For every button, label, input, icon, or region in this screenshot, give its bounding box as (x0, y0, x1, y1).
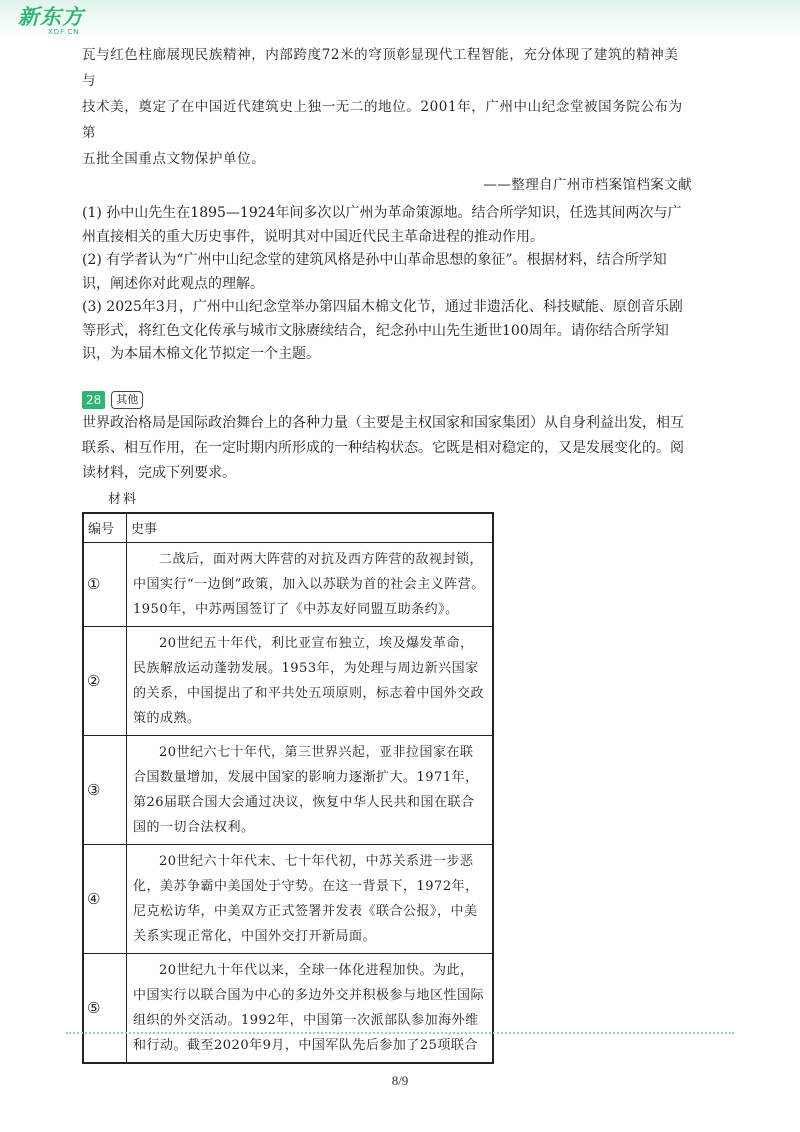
table-row (83, 626, 493, 735)
row-number: ② (83, 626, 127, 735)
passage-source: ——整理自广州市档案馆档案文献 (483, 177, 692, 193)
history-table (82, 512, 494, 1064)
page-number: 8/9 (391, 1073, 409, 1088)
header-number: 编号 (83, 513, 127, 543)
row-number: ③ (83, 735, 127, 844)
table-row (83, 844, 493, 953)
logo (18, 6, 84, 36)
question-3: (3) 2025年3月，广州中山纪念堂举办第四届木棉文化节，通过非遗活化、科技赋能、原创音乐剧等形式，将红色文化传承与城市文脉赓续结合，纪念孙中山先生逝世100周年。请你结合所学知识，为本届木棉文化节拟定一个主题。 (82, 299, 683, 362)
question-28-header (82, 389, 692, 411)
row-number: ④ (83, 844, 127, 953)
row-text: 20世纪六十年代末、七十年代初，中苏关系进一步恶化，美苏争霸中美国处于守势。在这一背景下，1972年，尼克松访华，中美双方正式签署并发表《联合公报》，中美关系实现正常化，中国外交打开新局面。 (127, 844, 494, 953)
table-row (83, 542, 493, 626)
row-number: ⑤ (83, 953, 127, 1063)
question-2: (2) 有学者认为“广州中山纪念堂的建筑风格是孙中山革命思想的象征”。根据材料，结合所学知识，阐述你对此观点的理解。 (82, 252, 667, 292)
table-clip (82, 512, 692, 1068)
table-header-row (83, 513, 493, 543)
page-content (82, 42, 692, 1068)
table-row (83, 953, 493, 1063)
passage-line-2: 技术美，奠定了在中国近代建筑史上独一无二的地位。2001年，广州中山纪念堂被国务院公布为第 (82, 99, 683, 141)
row-text: 20世纪六七十年代，第三世界兴起，亚非拉国家在联合国数量增加，发展中国家的影响力逐渐扩大。1971年，第26届联合国大会通过决议，恢复中华人民共和国在联合国的一切合法权利。 (127, 735, 494, 844)
logo-text: 新东方 (18, 5, 84, 29)
passage-line-3: 五批全国重点文物保护单位。 (82, 151, 266, 167)
question-number-badge: 28 (82, 391, 105, 409)
row-text: 20世纪五十年代，利比亚宣布独立，埃及爆发革命，民族解放运动蓬勃发展。1953年，为处理与周边新兴国家的关系，中国提出了和平共处五项原则，标志着中国外交政策的成熟。 (127, 626, 494, 735)
row-text: 20世纪九十年代以来，全球一体化进程加快。为此，中国实行以联合国为中心的多边外交并积极参与地区性国际组织的外交活动。1992年，中国第一次派部队参加海外维和行动。截至2020年9月，中国军队先后参加了25项联合 (127, 953, 494, 1063)
logo-domain: XDF.CN (48, 28, 80, 36)
material-title: 材料 (108, 491, 139, 507)
table-row (83, 735, 493, 844)
header-band (0, 0, 800, 40)
passage-line-1: 瓦与红色柱廊展现民族精神，内部跨度72米的穹顶彰显现代工程智能，充分体现了建筑的精神美与 (82, 47, 679, 89)
footer-divider (66, 1032, 734, 1034)
question-type-tag: 其他 (111, 391, 143, 409)
question-1: (1) 孙中山先生在1895—1924年间多次以广州为革命策源地。结合所学知识，任选其间两次与广州直接相关的重大历史事件，说明其对中国近代民主革命进程的推动作用。 (82, 205, 682, 245)
header-event: 史事 (127, 513, 494, 543)
row-text: 二战后，面对两大阵营的对抗及西方阵营的敌视封锁，中国实行“一边倒”政策，加入以苏联为首的社会主义阵营。1950年，中苏两国签订了《中苏友好同盟互助条约》。 (127, 542, 494, 626)
row-number: ① (83, 542, 127, 626)
question-28-stem: 世界政治格局是国际政治舞台上的各种力量（主要是主权国家和国家集团）从自身利益出发，相互联系、相互作用，在一定时期内所形成的一种结构状态。它既是相对稳定的，又是发展变化的。阅读材料，完成下列要求。 (82, 414, 684, 481)
